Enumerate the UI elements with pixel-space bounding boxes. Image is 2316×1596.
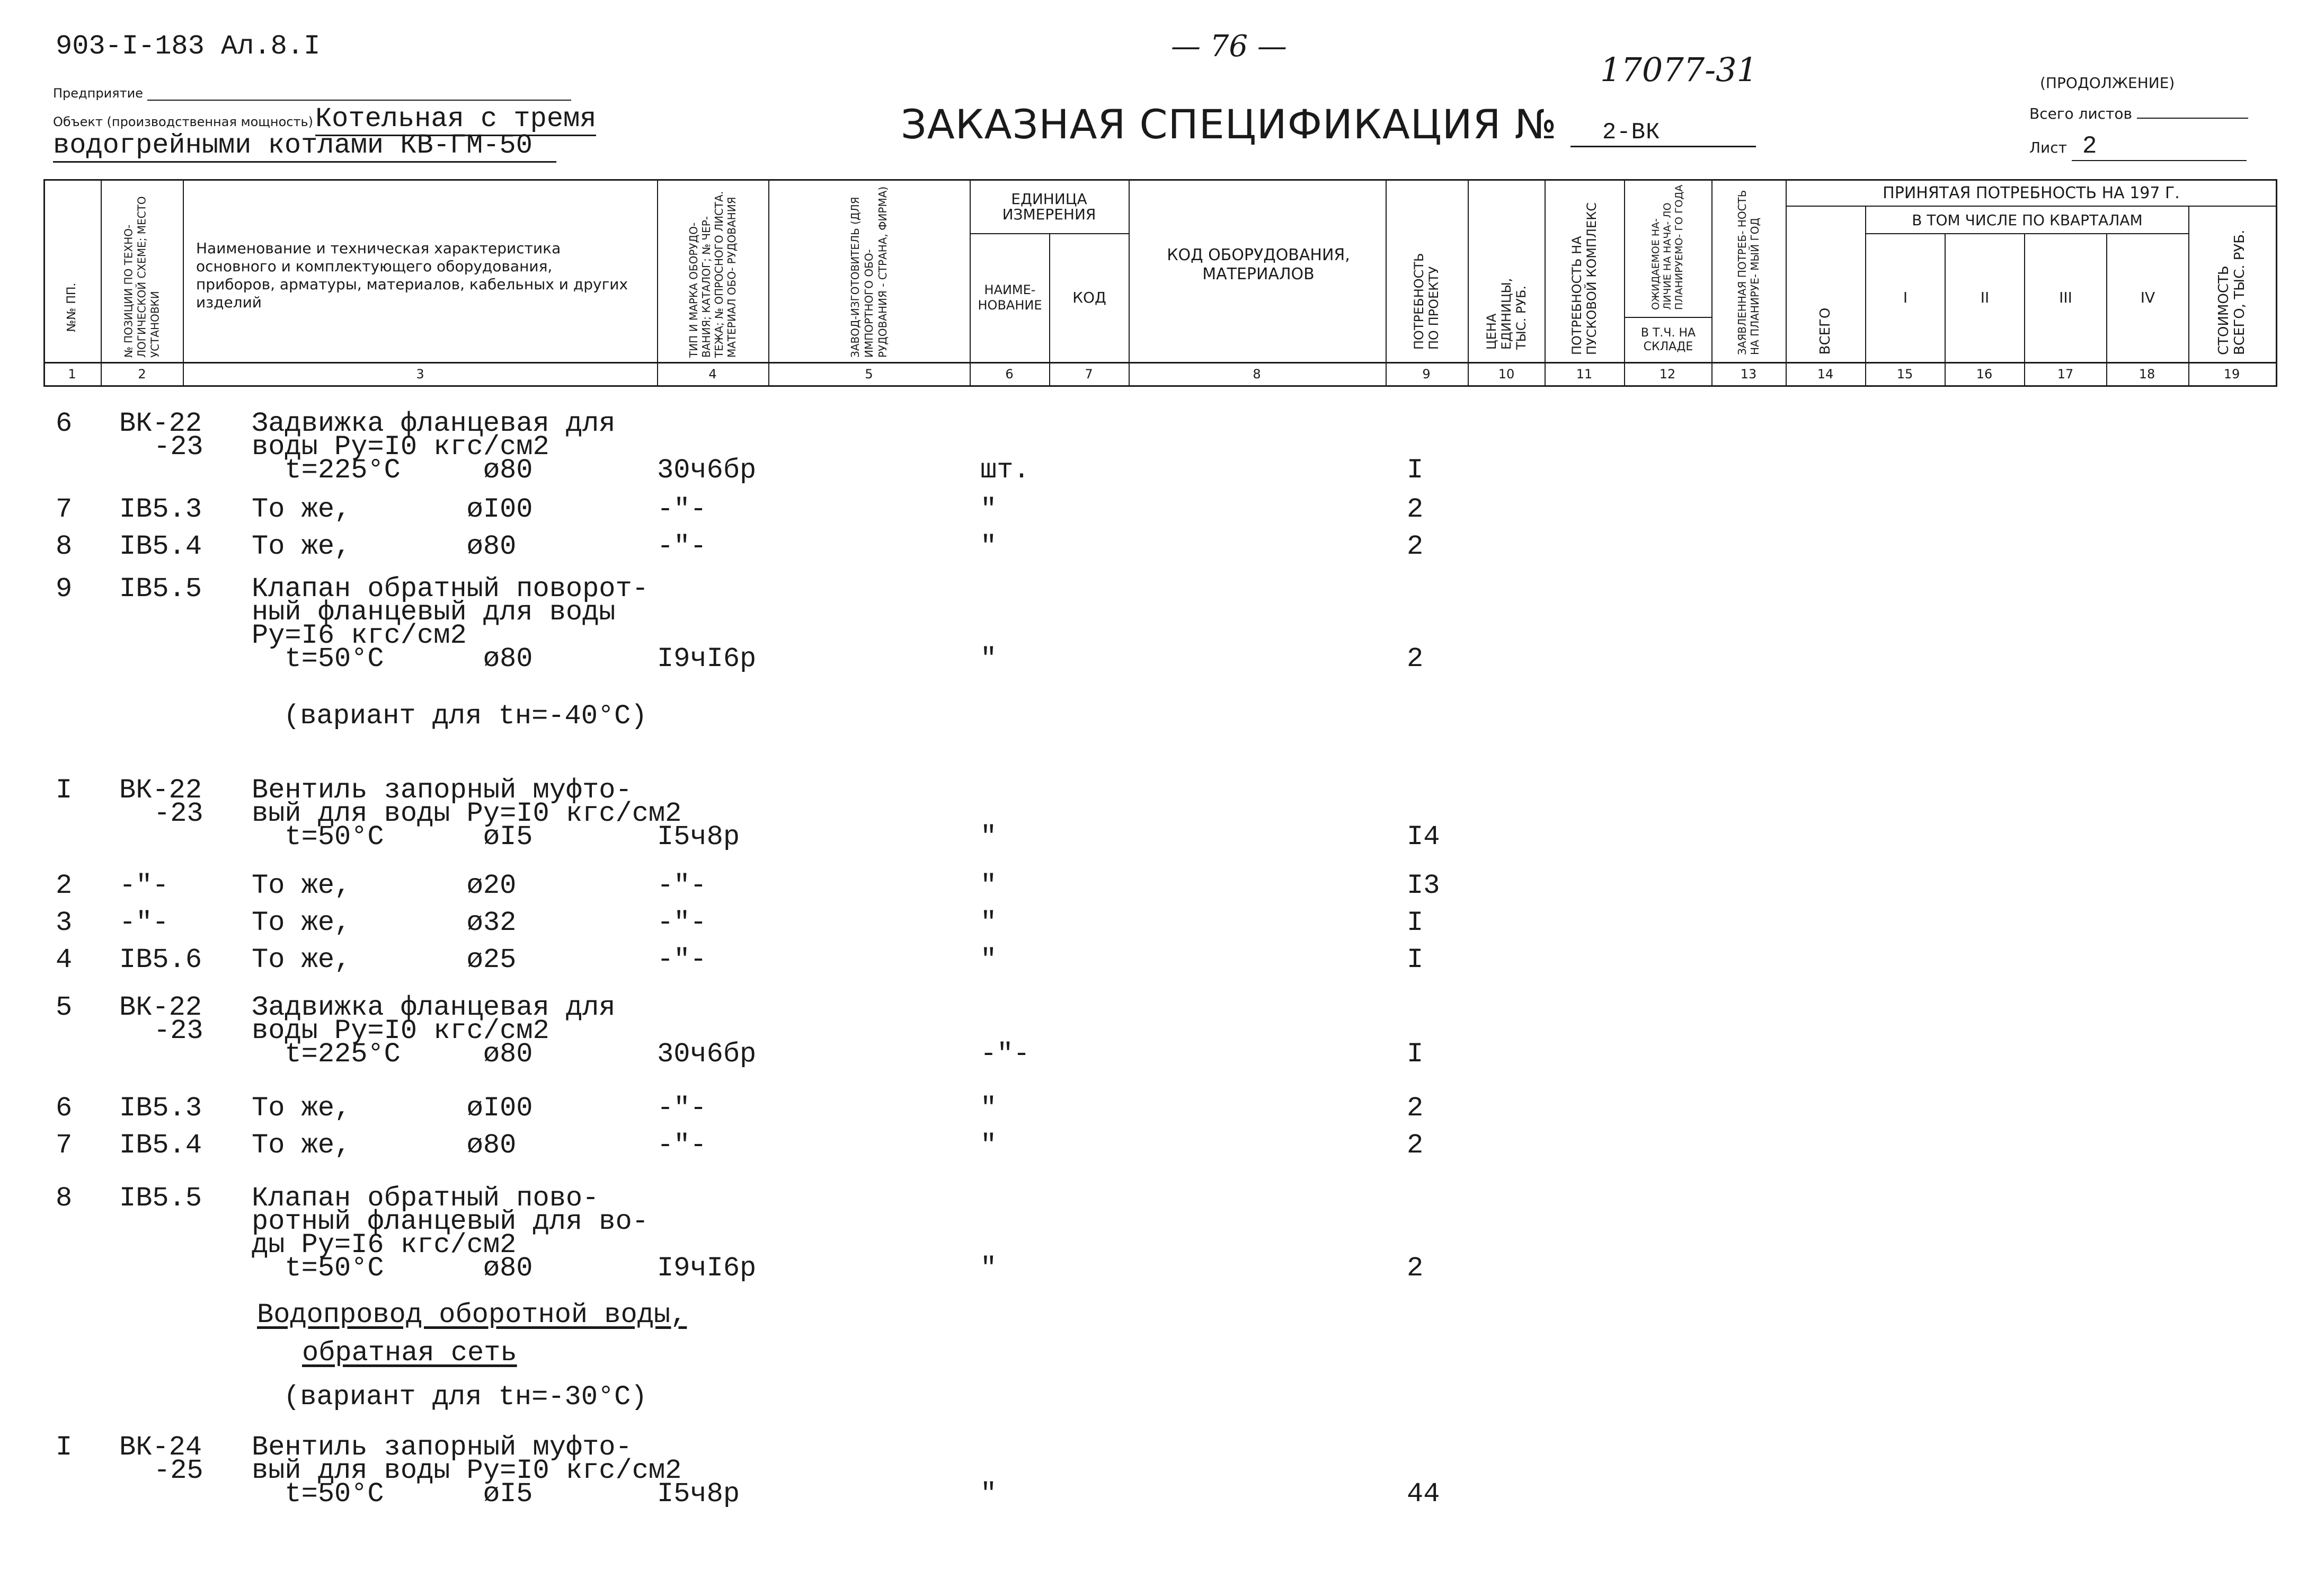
- row-position: IВ5.5: [119, 1183, 202, 1214]
- col-num: 8: [1253, 367, 1261, 382]
- object-value-1: Котельная с тремя: [315, 103, 597, 136]
- row-name-line: Вентиль запорный муфто-: [252, 1432, 632, 1463]
- row-type: I9чI6р: [657, 1253, 757, 1284]
- col-14-18-header: ПРИНЯТАЯ ПОТРЕБНОСТЬ НА 197 Г.: [1883, 184, 2180, 202]
- row-unit: ": [980, 494, 997, 525]
- row-qty: I: [1407, 1039, 1424, 1070]
- row-number: 8: [56, 531, 73, 562]
- col-num: 7: [1085, 367, 1093, 382]
- row-position: ВК-22: [119, 992, 202, 1023]
- row-type: -"-: [657, 944, 707, 976]
- col-num: 19: [2223, 367, 2240, 382]
- col-3-header: Наименование и техническая характеристика основного и комплектующего оборудования, приборов, арматуры, материалов, кабельных и других изделий: [196, 240, 628, 311]
- section-heading-line: обратная сеть: [302, 1337, 517, 1369]
- row-name-line: ды Ру=I6 кгс/см2: [252, 1229, 517, 1261]
- row-name-line: воды Ру=I0 кгс/см2: [252, 1015, 549, 1047]
- row-unit: ": [980, 1130, 997, 1161]
- col-num: 1: [68, 367, 76, 382]
- row-unit: шт.: [980, 455, 1030, 486]
- row-position: IВ5.6: [119, 944, 202, 976]
- sheet-number: Лист 2: [2029, 132, 2247, 161]
- row-name-line: вый для воды Ру=I0 кгс/см2: [252, 1455, 682, 1486]
- variant-note-text: (вариант для tн=-30°С): [283, 1381, 647, 1413]
- col-5-header: ЗАВОД-ИЗГОТОВИТЕЛЬ (ДЛЯ ИМПОРТНОГО ОБО- РУДОВАНИЯ - СТРАНА, ФИРМА): [849, 186, 889, 358]
- row-type: -"-: [657, 1093, 707, 1124]
- object-label: Объект (производственная мощность): [53, 114, 313, 129]
- enterprise-label: Предприятие: [53, 86, 678, 101]
- row-position: IВ5.4: [119, 1130, 202, 1161]
- row-position-cont: -23: [154, 798, 203, 829]
- row-position: IВ5.3: [119, 1093, 202, 1124]
- row-type: -"-: [657, 531, 707, 562]
- row-type: -"-: [657, 907, 707, 938]
- row-number: 8: [56, 1183, 73, 1214]
- row-number: 4: [56, 944, 73, 976]
- total-sheets: Всего листов: [2029, 105, 2248, 122]
- col-16-header: II: [1980, 289, 1990, 306]
- col-12b-header: В Т.Ч. НА СКЛАДЕ: [1640, 326, 1696, 353]
- col-num: 11: [1576, 367, 1593, 382]
- row-qty: 2: [1407, 494, 1424, 525]
- row-name-line: Задвижка фланцевая для: [252, 992, 616, 1023]
- row-name-line: t=225°С ø80: [252, 1039, 533, 1070]
- col-num: 12: [1659, 367, 1676, 382]
- row-type: 30ч6бр: [657, 455, 757, 486]
- col-18-header: IV: [2140, 289, 2155, 306]
- row-position: IВ5.5: [119, 573, 202, 605]
- row-unit: ": [980, 1093, 997, 1124]
- col-1-header: №№ ПП.: [65, 282, 78, 332]
- col-num: 4: [708, 367, 717, 382]
- row-qty: 2: [1407, 1093, 1424, 1124]
- row-unit: ": [980, 1478, 997, 1510]
- row-number: 2: [56, 870, 73, 901]
- row-number: 6: [56, 1093, 73, 1124]
- row-name-line: t=50°С ø80: [252, 643, 533, 675]
- col-num: 10: [1498, 367, 1515, 382]
- row-unit: ": [980, 870, 997, 901]
- row-position-cont: -23: [154, 1015, 203, 1047]
- row-number: 5: [56, 992, 73, 1023]
- col-10-header: ЦЕНА ЕДИНИЦЫ, ТЫС. РУБ.: [1484, 278, 1529, 350]
- row-qty: 2: [1407, 1253, 1424, 1284]
- row-position: ВК-24: [119, 1432, 202, 1463]
- row-unit: ": [980, 821, 997, 853]
- row-name-line: Ру=I6 кгс/см2: [252, 620, 467, 651]
- col-13-header: ЗАЯВЛЕННАЯ ПОТРЕБ- НОСТЬ НА ПЛАНИРУЕ- МЫЙ ГОД: [1736, 190, 1761, 355]
- col-num: 18: [2138, 367, 2155, 382]
- section-heading-line: Водопровод оборотной воды,: [257, 1299, 687, 1331]
- row-name-line: То же, ø80: [252, 1130, 517, 1161]
- row-position: IВ5.3: [119, 494, 202, 525]
- col-num: 9: [1422, 367, 1431, 382]
- col-17-header: III: [2059, 289, 2072, 306]
- row-position-cont: -25: [154, 1455, 203, 1486]
- col-num: 16: [1976, 367, 1993, 382]
- row-qty: 44: [1407, 1478, 1440, 1510]
- col-4-header: ТИП И МАРКА ОБОРУДО- ВАНИЯ; КАТАЛОГ; № ЧЕР- ТЕЖА; № ОПРОСНОГО ЛИСТА. МАТЕРИАЛ ОБО- РУДОВАНИЯ: [687, 191, 738, 358]
- row-qty: 2: [1407, 531, 1424, 562]
- row-number: 6: [56, 408, 73, 439]
- row-number: I: [56, 775, 73, 806]
- row-name-line: ротный фланцевый для во-: [252, 1206, 649, 1237]
- row-type: -"-: [657, 870, 707, 901]
- row-name-line: Клапан обратный пово-: [252, 1183, 599, 1214]
- row-qty: I: [1407, 907, 1424, 938]
- row-name-line: То же, ø25: [252, 944, 517, 976]
- row-number: I: [56, 1432, 73, 1463]
- page-number: — 76 —: [1171, 29, 1287, 64]
- col-num: 5: [865, 367, 873, 382]
- col-7-header: КОД: [1072, 289, 1106, 306]
- row-number: 7: [56, 494, 73, 525]
- row-type: I5ч8р: [657, 821, 740, 853]
- row-name-line: вый для воды Ру=I0 кгс/см2: [252, 798, 682, 829]
- doc-code: 903-I-183 Ал.8.I: [56, 31, 321, 62]
- row-type: -"-: [657, 1130, 707, 1161]
- sheet-value: 2: [2072, 132, 2247, 161]
- col-num: 14: [1817, 367, 1834, 382]
- row-name-line: Клапан обратный поворот-: [252, 573, 649, 605]
- col-15-18-header: В ТОМ ЧИСЛЕ ПО КВАРТАЛАМ: [1912, 211, 2143, 229]
- row-type: I5ч8р: [657, 1478, 740, 1510]
- col-num: 2: [138, 367, 146, 382]
- col-15-header: I: [1903, 289, 1908, 306]
- row-name-line: t=50°С øI5: [252, 821, 533, 853]
- col-num: 13: [1740, 367, 1757, 382]
- row-position-cont: -23: [154, 431, 203, 463]
- row-position: ВК-22: [119, 775, 202, 806]
- row-name-line: То же, ø20: [252, 870, 517, 901]
- spec-number: 2-ВК: [1570, 119, 1756, 147]
- row-qty: I: [1407, 944, 1424, 976]
- row-unit: ": [980, 1253, 997, 1284]
- row-name-line: То же, øI00: [252, 494, 533, 525]
- row-unit: ": [980, 907, 997, 938]
- page-title: ЗАКАЗНАЯ СПЕЦИФИКАЦИЯ № 2-ВК: [901, 101, 1756, 148]
- row-name-line: t=50°С øI5: [252, 1478, 533, 1510]
- row-number: 7: [56, 1130, 73, 1161]
- row-name-line: То же, øI00: [252, 1093, 533, 1124]
- row-position: -"-: [119, 907, 169, 938]
- col-12-header: ОЖИДАЕМОЕ НА- ЛИЧИЕ НА НАЧА- ЛО ПЛАНИРУЕМО- ГО ГОДА: [1650, 184, 1685, 310]
- row-position: IВ5.4: [119, 531, 202, 562]
- col-9-header: ПОТРЕБНОСТЬ ПО ПРОЕКТУ: [1412, 253, 1441, 350]
- row-qty: I4: [1407, 821, 1440, 853]
- col-num: 17: [2057, 367, 2074, 382]
- row-type: -"-: [657, 494, 707, 525]
- col-11-header: ПОТРЕБНОСТЬ НА ПУСКОВОЙ КОМПЛЕКС: [1569, 202, 1599, 355]
- col-num: 6: [1005, 367, 1014, 382]
- row-unit: ": [980, 531, 997, 562]
- row-type: 30ч6бр: [657, 1039, 757, 1070]
- row-number: 3: [56, 907, 73, 938]
- row-number: 9: [56, 573, 73, 605]
- row-name-line: То же, ø32: [252, 907, 517, 938]
- row-name-line: То же, ø80: [252, 531, 517, 562]
- object-value-2: водогрейными котлами КВ-ГМ-50: [53, 130, 556, 163]
- row-unit: ": [980, 944, 997, 976]
- registration-number: 17077-31: [1600, 50, 1758, 89]
- col-19-header: СТОИМОСТЬ ВСЕГО, ТЫС. РУБ.: [2216, 229, 2248, 355]
- col-2-header: № ПОЗИЦИИ ПО ТЕХНО- ЛОГИЧЕСКОЙ СХЕМЕ; МЕСТО УСТАНОВКИ: [122, 196, 162, 358]
- row-qty: 2: [1407, 643, 1424, 675]
- row-qty: I: [1407, 455, 1424, 486]
- row-name-line: воды Ру=I0 кгс/см2: [252, 431, 549, 463]
- col-14-header: ВСЕГО: [1817, 307, 1833, 355]
- col-num: 3: [416, 367, 424, 382]
- row-position: -"-: [119, 870, 169, 901]
- row-name-line: t=225°С ø80: [252, 455, 533, 486]
- row-unit: -"-: [980, 1039, 1030, 1070]
- col-6-header: НАИМЕ- НОВАНИЕ: [978, 282, 1042, 313]
- col-8-header: КОД ОБОРУДОВАНИЯ, МАТЕРИАЛОВ: [1167, 246, 1350, 283]
- row-unit: ": [980, 643, 997, 675]
- row-name-line: ный фланцевый для воды: [252, 597, 616, 628]
- col-num: 15: [1896, 367, 1913, 382]
- row-name-line: t=50°С ø80: [252, 1253, 533, 1284]
- variant-note-text: (вариант для tн=-40°С): [283, 701, 647, 732]
- row-position: ВК-22: [119, 408, 202, 439]
- row-qty: 2: [1407, 1130, 1424, 1161]
- row-name-line: Вентиль запорный муфто-: [252, 775, 632, 806]
- row-qty: I3: [1407, 870, 1440, 901]
- col-6-7-header: ЕДИНИЦА ИЗМЕРЕНИЯ: [1002, 190, 1096, 223]
- row-type: I9чI6р: [657, 643, 757, 675]
- continuation-label: (ПРОДОЛЖЕНИЕ): [2040, 74, 2175, 92]
- row-name-line: Задвижка фланцевая для: [252, 408, 616, 439]
